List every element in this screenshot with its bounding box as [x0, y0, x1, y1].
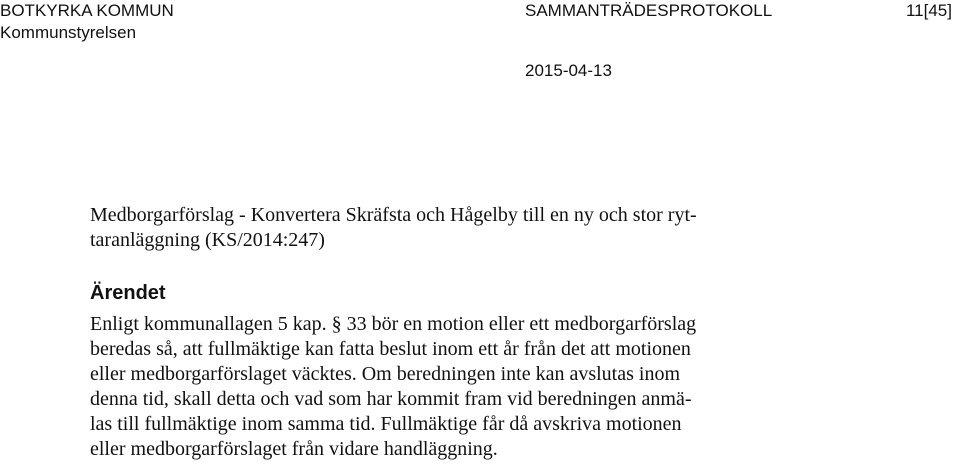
body-line: denna tid, skall detta och vad som har kommit fram vid beredningen anmä- [90, 388, 692, 410]
item-title [90, 203, 810, 253]
document-header-left [0, 0, 174, 44]
section-body [90, 312, 810, 462]
document-type: SAMMANTRÄDESPROTOKOLL [525, 1, 773, 20]
department-name: Kommunstyrelsen [0, 23, 137, 42]
body-line: beredas så, att fullmäktige kan fatta beslut inom ett år från det att motionen [90, 338, 691, 360]
item-title-line: taranläggning (KS/2014:247) [90, 229, 325, 251]
section-heading: Ärendet [90, 282, 166, 304]
page-number: 11[45] [905, 1, 952, 20]
body-line: Enligt kommunallagen 5 kap. § 33 bör en motion eller ett medborgarförslag [90, 313, 697, 335]
body-line: las till fullmäktige inom samma tid. Fullmäktige får då avskriva motionen [90, 413, 682, 435]
document-body [90, 203, 810, 462]
organization-name: BOTKYRKA KOMMUN [0, 1, 174, 20]
meeting-date: 2015-04-13 [525, 61, 612, 80]
body-line: eller medborgarförslaget väcktes. Om beredningen inte kan avslutas inom [90, 363, 680, 385]
item-title-line: Medborgarförslag - Konvertera Skräfsta och Hågelby till en ny och stor ryt- [90, 204, 697, 226]
body-line: eller medborgarförslaget från vidare handläggning. [90, 438, 498, 460]
